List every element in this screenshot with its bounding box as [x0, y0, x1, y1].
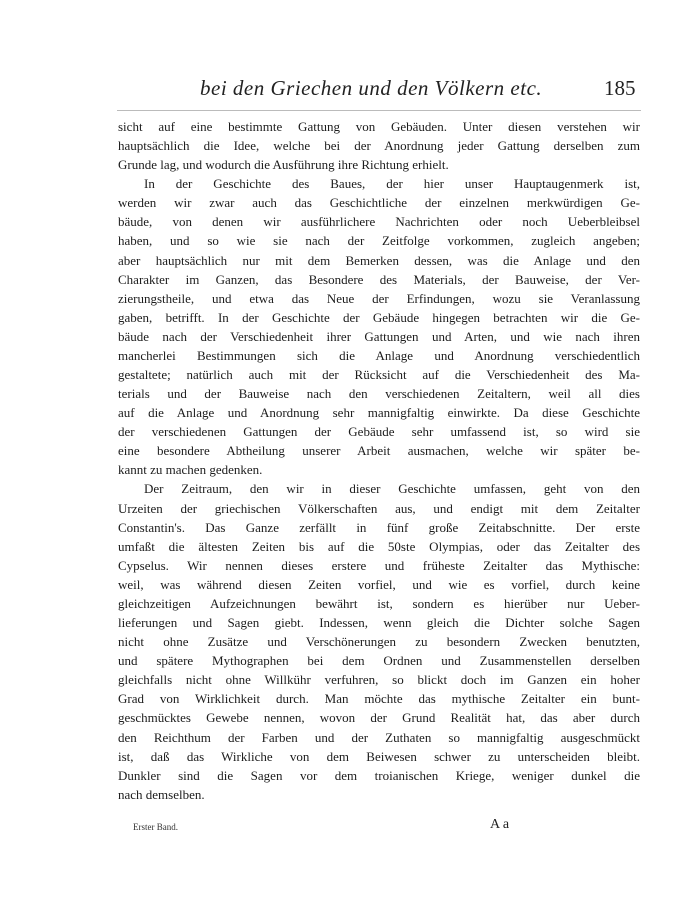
text-line: gestaltete; natürlich auch mit der Rücksicht auf die Verschiedenheit des Ma- [118, 367, 640, 383]
text-line: bäude, von denen wir ausführlichere Nachrichten oder noch Ueberbleibsel [118, 214, 640, 230]
text-line: ist, daß das Wirkliche von dem Beiwesen schwer zu unterscheiden bleibt. [118, 748, 640, 764]
text-line: gleichzeitigen Aufzeichnungen bewährt ist, sondern es hierüber nur Ueber- [118, 595, 640, 611]
text-line: lieferungen und Sagen giebt. Indessen, wenn gleich die Dichter solche Sagen [118, 615, 640, 631]
text-line: Grad von Wirklichkeit durch. Man möchte das mythische Zeitalter ein bunt- [118, 691, 640, 707]
text-line: mancherlei Bestimmungen sich die Anlage und Anordnung verschiedentlich [118, 347, 640, 363]
page-number: 185 [604, 76, 636, 100]
text-line: terials und der Bauweise nach den verschiedenen Zeitaltern, weil all dies [118, 386, 640, 402]
text-line: geschmücktes Gewebe nennen, wovon der Grund Realität hat, das aber durch [118, 710, 640, 726]
text-line: der verschiedenen Gattungen der Gebäude sehr umfassend ist, so wird sie [118, 424, 640, 440]
text-line: gaben, betrifft. In der Geschichte der Gebäude hingegen betrachten wir die Ge- [118, 309, 640, 325]
running-title: bei den Griechen und den Völkern etc. [200, 76, 543, 100]
text-line: auf die Anlage und Anordnung sehr mannigfaltig einwirkte. Da diese Geschichte [118, 405, 640, 421]
text-line: Cypselus. Wir nennen dieses erstere und früheste Zeitalter das Mythische: [118, 557, 640, 573]
text-line: sicht auf eine bestimmte Gattung von Gebäuden. Unter diesen verstehen wir [118, 119, 640, 134]
text-line: Dunkler sind die Sagen vor dem troianischen Kriege, weniger dunkel die [118, 767, 640, 783]
text-line: nach demselben. [118, 786, 205, 802]
text-line: nicht ohne Zusätze und Verschönerungen zu besondern Zwecken benutzten, [118, 634, 640, 650]
text-line: aber hauptsächlich nur mit dem Bemerken dessen, was die Anlage und den [118, 252, 640, 268]
text-line: und spätere Mythographen bei dem Ordnen und Zusammenstellen derselben [118, 653, 640, 669]
catchword: A a [490, 817, 510, 832]
text-line: In der Geschichte des Baues, der hier unser Hauptaugenmerk ist, [144, 176, 640, 192]
text-line: werden wir zwar auch das Geschichtliche der einzelnen merkwürdigen Ge- [118, 195, 640, 211]
text-line: Charakter im Ganzen, das Besondere des Materials, der Bauweise, der Ver- [118, 271, 640, 287]
text-line: den Reichthum der Farben und der Zuthaten so mannigfaltig ausgeschmückt [118, 729, 640, 745]
body-text [118, 117, 640, 804]
text-line: Grunde lag, und wodurch die Ausführung ihre Richtung erhielt. [118, 157, 449, 173]
text-line: bäude nach der Verschiedenheit ihrer Gattungen und Arten, und wie nach ihren [118, 328, 640, 344]
text-line: haben, und so wie sie nach der Zeitfolge vorkommen, zugleich angeben; [118, 233, 640, 249]
text-line: Constantin's. Das Ganze zerfällt in fünf große Zeitabschnitte. Der erste [118, 519, 640, 535]
text-line: Urzeiten der griechischen Völkerschaften aus, und endigt mit dem Zeitalter [118, 500, 640, 516]
text-line: kannt zu machen gedenken. [118, 462, 263, 478]
text-line: hauptsächlich die Idee, welche bei der Anordnung jeder Gattung derselben zum [118, 138, 640, 154]
header-divider [117, 110, 641, 111]
text-line: Der Zeitraum, den wir in dieser Geschichte umfassen, geht von den [144, 481, 640, 497]
text-line: weil, was während diesen Zeiten vorfiel, und wie es vorfiel, durch keine [118, 576, 640, 592]
text-line: zierungstheile, und etwa das Neue der Erfindungen, wozu sie Veranlassung [118, 290, 640, 306]
text-line: gleichfalls nicht ohne Willkühr verfuhren, so blickt doch im Ganzen ein hoher [118, 672, 640, 688]
text-line: umfaßt die ältesten Zeiten bis auf die 50ste Olympias, oder das Zeitalter des [118, 538, 640, 554]
signature-mark: Erster Band. [133, 822, 178, 832]
text-line: eine besondere Abtheilung unserer Arbeit ausmachen, welche wir später be- [118, 443, 640, 459]
